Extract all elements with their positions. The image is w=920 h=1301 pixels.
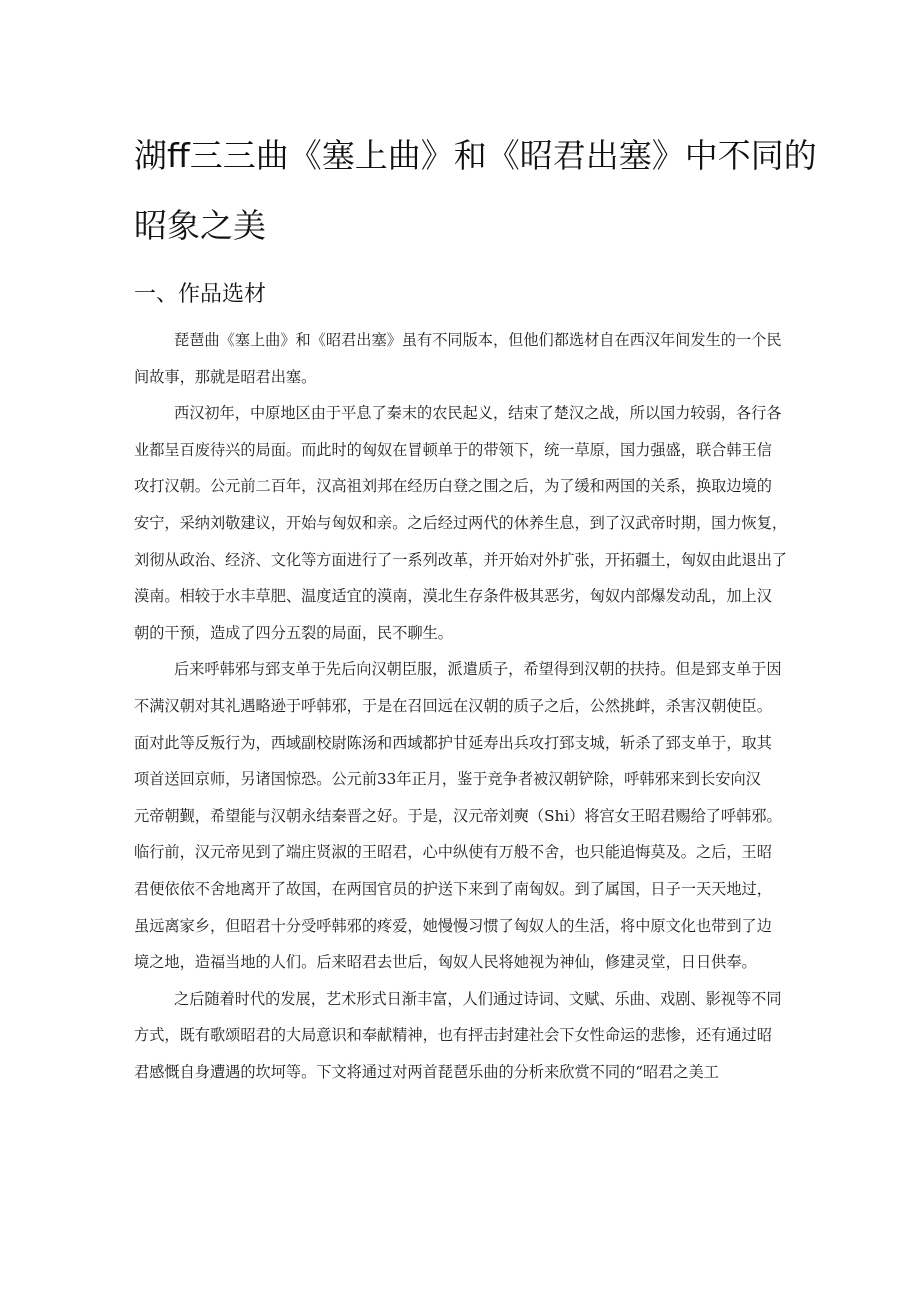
section-heading: 一、作品选材 [134, 282, 267, 307]
text-line: 项首送回京师，另诸国惊恐。公元前33年正月，鉴于竞争者被汉朝铲除，呼韩邪来到长安向汉 [134, 770, 761, 789]
text-line: 朝的干预，造成了四分五裂的局面，民不聊生。 [134, 623, 453, 642]
text-line: 琵琶曲《塞上曲》和《昭君出塞》虽有不同版本，但他们都选材自在西汉年间发生的一个民 [174, 331, 782, 349]
text-line: 之后随着时代的发展，艺术形式日渐丰富，人们通过诗词、文赋、乐曲、戏剧、影视等不同 [174, 989, 782, 1008]
text-line: 元帝朝觐，希望能与汉朝永结秦晋之好。于是，汉元帝刘奭（Shi）将宫女王昭君赐给了呼韩邪。 [134, 806, 782, 825]
text-line: 君感慨自身遭遇的坎坷等。下文将通过对两首琵琶乐曲的分析来欣赏不同的“昭君之美工 [134, 1062, 719, 1081]
text-line: 虽远离家乡，但昭君十分受呼韩邪的疼爱，她慢慢习惯了匈奴人的生活，将中原文化也带到了边 [134, 916, 772, 935]
document-title-line-1: 湖ff三三曲《塞上曲》和《昭君出塞》中不同的 [134, 136, 817, 175]
text-line: 安宁，采纳刘敬建议，开始与匈奴和亲。之后经过两代的休养生息，到了汉武帝时期，国力恢复， [134, 513, 788, 532]
text-line: 刘彻从政治、经济、文化等方面进行了一系列改革，并开始对外扩张，开拓疆土，匈奴由此退出了 [134, 550, 788, 569]
text-line: 临行前，汉元帝见到了端庄贤淑的王昭君，心中纵使有万般不舍，也只能追悔莫及。之后，王昭 [134, 843, 772, 862]
text-line: 方式，既有歌颂昭君的大局意识和奉献精神，也有抨击封建社会下女性命运的悲惨，还有通过昭 [134, 1026, 772, 1045]
text-line: 攻打汉朝。公元前二百年，汉高祖刘邦在经历白登之围之后，为了缓和两国的关系，换取边境的 [134, 477, 772, 496]
body-text [134, 322, 786, 1090]
document-title-line-2: 昭象之美 [134, 206, 266, 245]
text-line: 西汉初年，中原地区由于平息了秦末的农民起义，结束了楚汉之战，所以国力较弱，各行各 [174, 404, 782, 423]
text-line: 面对此等反叛行为，西域副校尉陈汤和西域都护甘延寿出兵攻打郅支城，斩杀了郅支单于，取其 [134, 733, 772, 752]
text-line: 业都呈百废待兴的局面。而此时的匈奴在冒顿单于的带领下，统一草原，国力强盛，联合韩王信 [134, 440, 772, 459]
text-line: 不满汉朝对其礼遇略逊于呼韩邪，于是在召回远在汉朝的质子之后，公然挑衅，杀害汉朝使臣。 [134, 696, 772, 715]
text-line: 君便依依不舍地离开了故国，在两国官员的护送下来到了南匈奴。到了属国，日子一天天地过， [134, 879, 772, 898]
text-line: 后来呼韩邪与郅支单于先后向汉朝臣服，派遣质子，希望得到汉朝的扶持。但是郅支单于因 [174, 660, 782, 679]
text-line: 间故事，那就是昭君出塞。 [134, 367, 317, 386]
text-line: 境之地，造福当地的人们。后来昭君去世后，匈奴人民将她视为神仙，修建灵堂，日日供奉。 [134, 953, 757, 972]
text-line: 漠南。相较于水丰草肥、温度适宜的漠南，漠北生存条件极其恶劣，匈奴内部爆发动乱，加上汉 [134, 587, 772, 606]
